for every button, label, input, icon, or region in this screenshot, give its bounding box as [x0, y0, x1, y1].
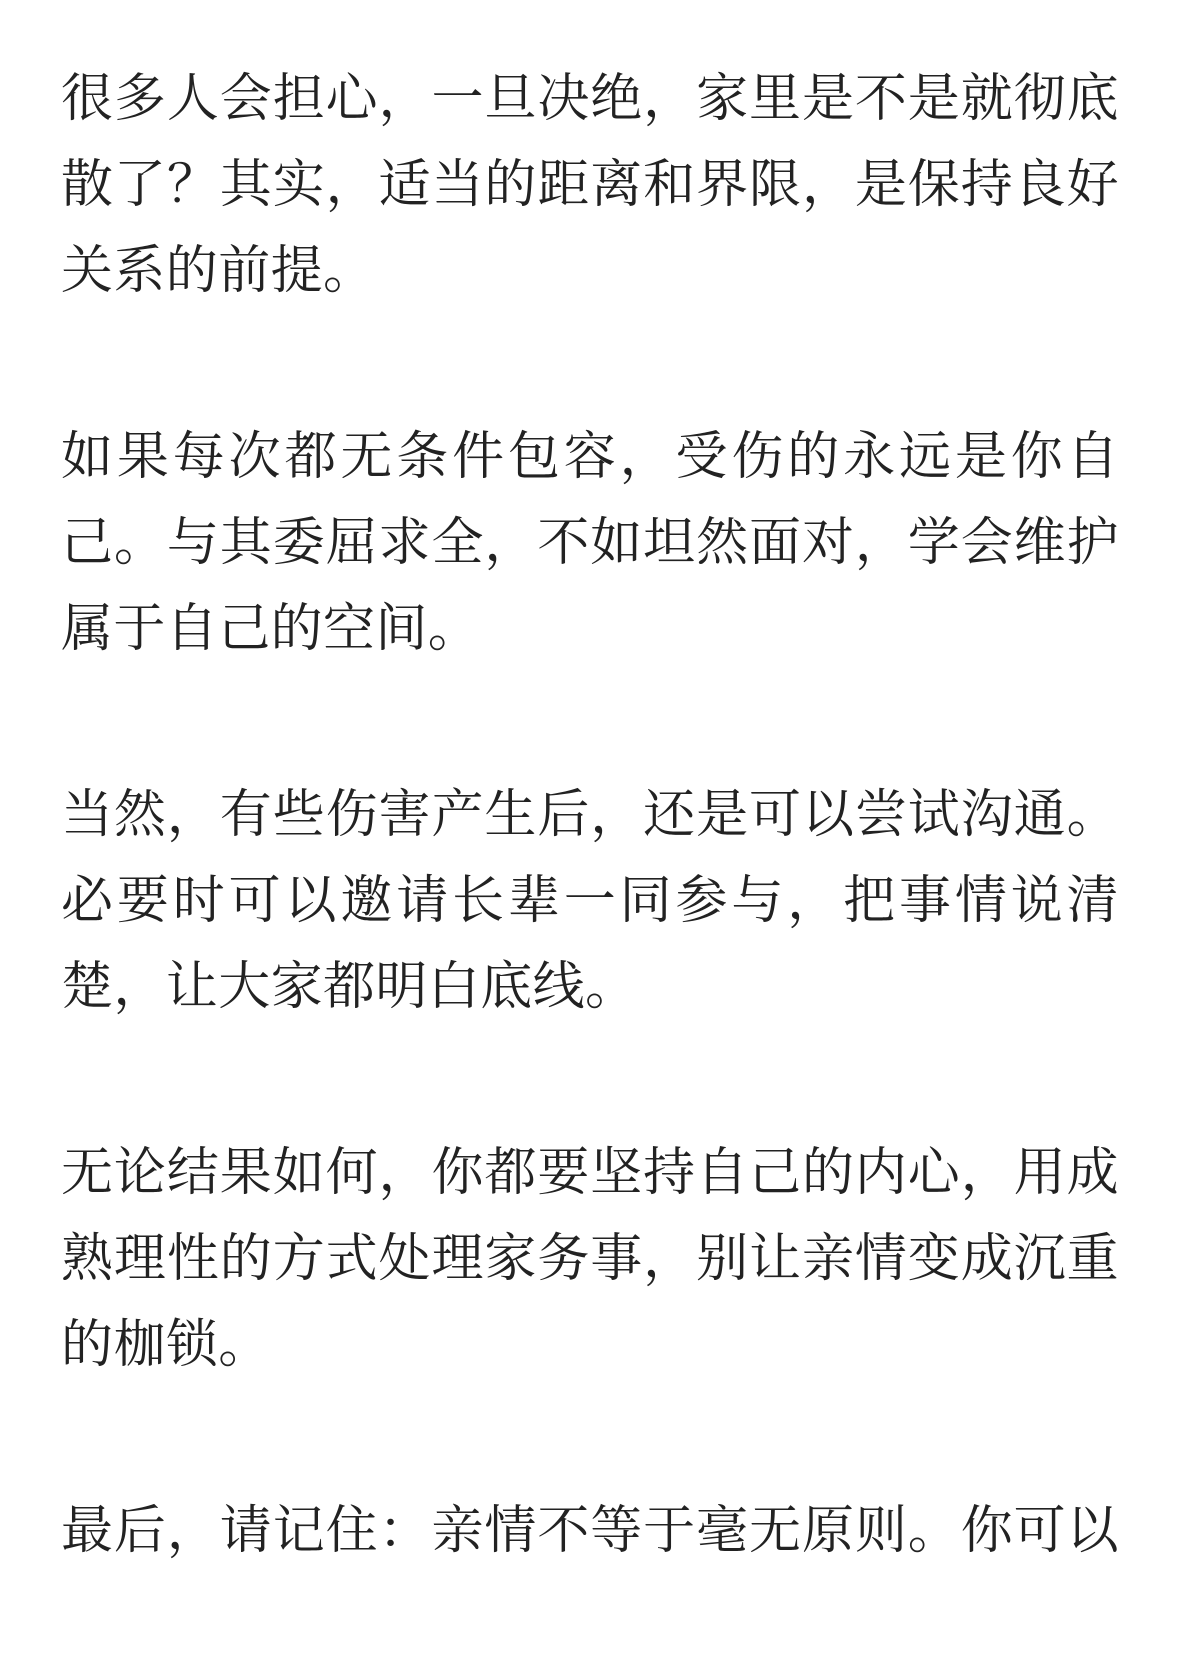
paragraph-line: 关系的前提。: [61, 241, 376, 301]
paragraph-line: 无论结果如何，你都要坚持自己的内心，用成: [61, 1143, 1119, 1203]
paragraph-line: 属于自己的空间。: [61, 599, 481, 659]
paragraph-4: [61, 1130, 1119, 1388]
paragraph-line: 散了？其实，适当的距离和界限，是保持良好: [61, 155, 1119, 215]
paragraph-line: 必要时可以邀请长辈一同参与，把事情说清: [61, 871, 1119, 931]
paragraph-1: [61, 56, 1119, 314]
paragraph-line: 己。与其委屈求全，不如坦然面对，学会维护: [61, 513, 1119, 573]
paragraph-3: [61, 772, 1119, 1030]
paragraph-line: 熟理性的方式处理家务事，别让亲情变成沉重: [61, 1229, 1119, 1289]
paragraph-line: 如果每次都无条件包容，受伤的永远是你自: [61, 427, 1119, 487]
paragraph-line: 当然，有些伤害产生后，还是可以尝试沟通。: [61, 785, 1119, 845]
paragraph-line: 的枷锁。: [61, 1315, 271, 1375]
paragraph-5: [61, 1488, 1119, 1574]
paragraph-2: [61, 414, 1119, 672]
paragraph-line: 很多人会担心，一旦决绝，家里是不是就彻底: [61, 69, 1119, 129]
article-body: [61, 56, 1119, 1674]
paragraph-line: 楚，让大家都明白底线。: [61, 957, 638, 1017]
paragraph-line: 最后，请记住：亲情不等于毫无原则。你可以: [61, 1501, 1119, 1561]
